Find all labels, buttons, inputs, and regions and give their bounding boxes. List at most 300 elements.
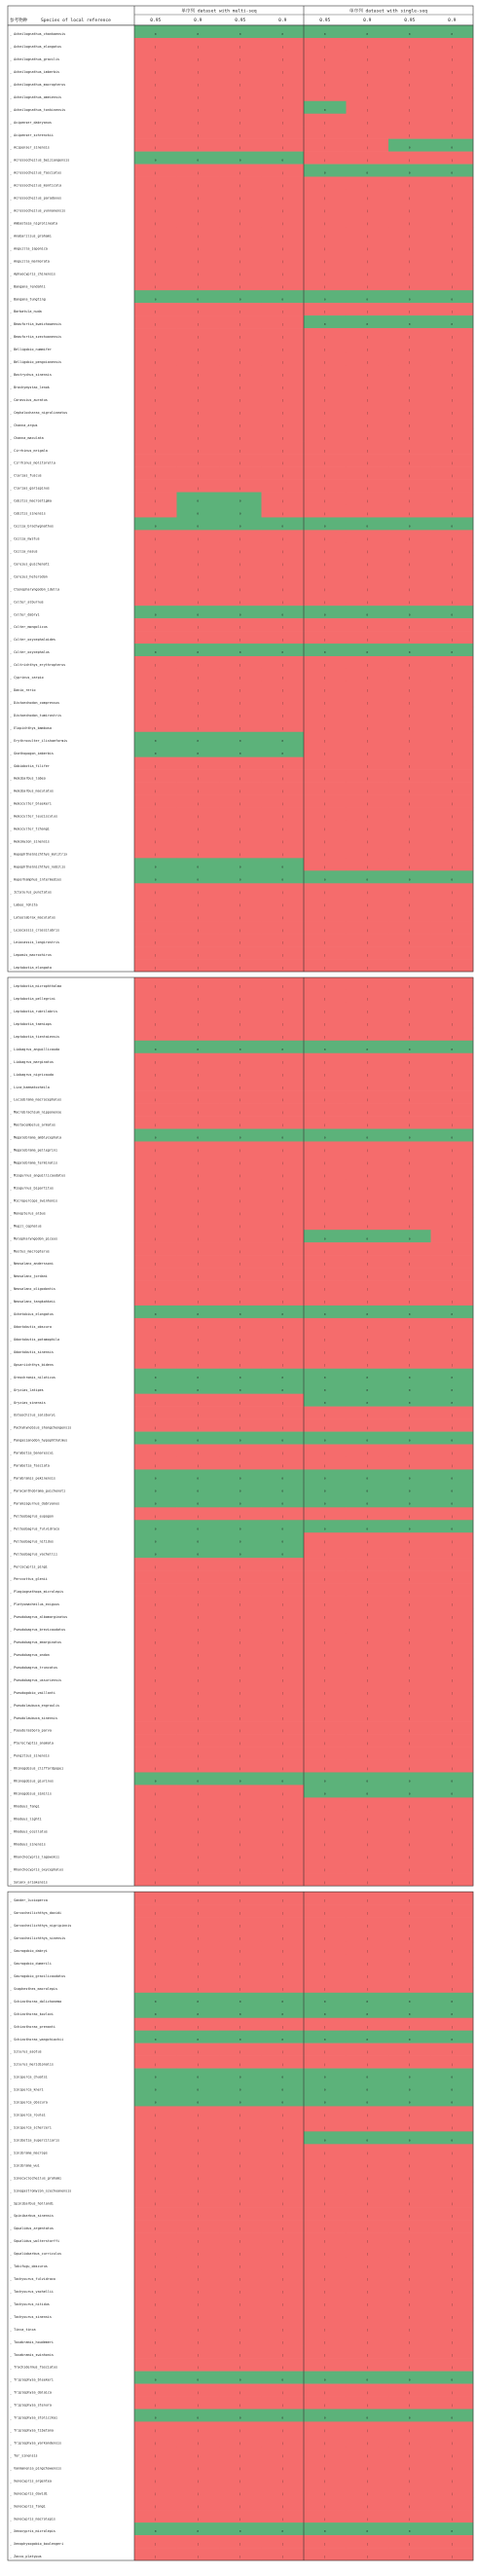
- table-row: [8, 1993, 473, 2006]
- cell-marker: |: [154, 549, 157, 554]
- row-label: _ Gnathopogon_imberbis: [10, 751, 54, 755]
- row-label: _ Rhodeus_lighti: [10, 1817, 42, 1822]
- cell-marker: |: [238, 2555, 241, 2559]
- cell-marker: |: [323, 259, 326, 264]
- cell-marker: 0: [451, 1375, 454, 1380]
- cell-marker: |: [154, 2466, 157, 2471]
- table-row: [8, 1494, 473, 1507]
- cell-marker: |: [366, 2024, 369, 2029]
- cell-marker: |: [281, 1628, 284, 1633]
- cell-marker: |: [197, 953, 200, 958]
- cell-marker: |: [281, 997, 284, 1002]
- cell-marker: |: [323, 2428, 326, 2433]
- cell-marker: |: [238, 663, 241, 668]
- cell-marker: |: [281, 1804, 284, 1809]
- cell-marker: |: [197, 183, 200, 188]
- cell-marker: 0: [154, 877, 157, 882]
- cell-marker: |: [154, 953, 157, 958]
- cell-marker: |: [408, 360, 411, 365]
- cell-marker: |: [366, 1110, 369, 1115]
- row-label: _ Neosalanx_oligodontis: [10, 1287, 55, 1292]
- row-label: _ Cobitis_macrostigma: [10, 498, 52, 503]
- cell-marker: |: [238, 2214, 241, 2219]
- table-row: [8, 265, 473, 277]
- row-label: _ Cobitis_sinensis: [10, 511, 46, 516]
- cell-marker: |: [154, 385, 157, 389]
- table-row: [8, 1570, 473, 1583]
- cell-marker: 0: [197, 1387, 200, 1392]
- cell-marker: 0: [451, 2415, 454, 2420]
- cell-marker: |: [197, 82, 200, 87]
- cell-marker: |: [197, 725, 200, 730]
- row-label: _ Oryzias_latipes: [10, 1387, 44, 1392]
- cell-marker: |: [366, 1021, 369, 1026]
- cell-marker: |: [154, 1110, 157, 1115]
- cell-marker: 0: [154, 1501, 157, 1506]
- cell-marker: |: [197, 2466, 200, 2471]
- cell-marker: |: [154, 1249, 157, 1254]
- cell-marker: |: [366, 1640, 369, 1645]
- row-label: _ Carassius_auratus: [10, 397, 48, 402]
- table-row: [8, 1621, 473, 1634]
- row-label: _ Macrobrachium_nipponense: [10, 1110, 62, 1115]
- cell-marker: |: [323, 221, 326, 226]
- cell-marker: |: [238, 1400, 241, 1405]
- table-row: [8, 1608, 473, 1621]
- row-label: _ Plagiognathops_microlepis: [10, 1590, 64, 1595]
- cell-marker: |: [408, 120, 411, 125]
- cell-marker: |: [281, 1085, 284, 1089]
- cell-marker: |: [281, 1362, 284, 1367]
- cell-marker: |: [197, 2390, 200, 2395]
- cell-marker: |: [366, 600, 369, 605]
- cell-marker: |: [408, 2479, 411, 2484]
- cell-marker: |: [323, 1728, 326, 1733]
- table-row: [8, 908, 473, 921]
- cell-marker: |: [451, 1539, 454, 1544]
- cell-marker: |: [366, 2517, 369, 2521]
- cell-marker: |: [197, 600, 200, 605]
- cell-marker: 0: [154, 1387, 157, 1392]
- cell-marker: |: [238, 1425, 241, 1430]
- cell-marker: |: [408, 600, 411, 605]
- row-label: _ Tor_sinensis: [10, 2453, 38, 2458]
- cell-marker: |: [408, 966, 411, 971]
- cell-marker: |: [451, 460, 454, 465]
- row-label: _ Pelteobagrus_nitidus: [10, 1539, 54, 1544]
- cell-marker: |: [408, 335, 411, 340]
- cell-marker: |: [154, 1211, 157, 1216]
- cell-marker: |: [366, 2352, 369, 2357]
- row-label: _ Paracanthobrama_guichenoti: [10, 1489, 66, 1493]
- cell-marker: |: [281, 511, 284, 516]
- row-label: _ Hemimyzon_sinensis: [10, 839, 50, 844]
- cell-marker: |: [281, 1677, 284, 1682]
- cell-marker: |: [408, 1962, 411, 1967]
- table-row: [8, 2434, 473, 2447]
- table-row: [8, 1432, 473, 1445]
- row-label: _ Ochetobius_elongatus: [10, 1312, 54, 1317]
- cell-marker: |: [408, 839, 411, 844]
- table-row: [8, 2144, 473, 2156]
- cell-marker: |: [281, 1753, 284, 1758]
- cell-marker: |: [238, 1615, 241, 1620]
- cell-marker: |: [451, 1337, 454, 1342]
- cell-marker: |: [154, 600, 157, 605]
- cell-marker: |: [238, 2201, 241, 2206]
- cell-marker: 0: [281, 2377, 284, 2382]
- cell-marker: |: [154, 2491, 157, 2496]
- cell-marker: |: [451, 45, 454, 50]
- cell-marker: |: [238, 1034, 241, 1039]
- row-label: _ Beaufortia_kweichowensis: [10, 322, 62, 327]
- cell-marker: 0: [366, 2087, 369, 2092]
- cell-marker: |: [281, 1274, 284, 1279]
- cell-marker: |: [408, 2189, 411, 2193]
- cell-marker: |: [238, 1842, 241, 1847]
- table-row: [8, 1179, 473, 1192]
- row-label: _ Squalidus_wolterstorffi: [10, 2239, 60, 2244]
- row-label: _ Ictalurus_punctatus: [10, 890, 52, 895]
- cell-marker: |: [197, 1924, 200, 1929]
- table-row: [8, 139, 473, 152]
- cell-marker: |: [366, 498, 369, 503]
- row-label: _ Triplophysa_stenura: [10, 2403, 52, 2408]
- cell-marker: |: [366, 2239, 369, 2244]
- cell-marker: |: [281, 940, 284, 945]
- cell-marker: |: [197, 410, 200, 415]
- cell-marker: |: [323, 1110, 326, 1115]
- cell-marker: |: [366, 1936, 369, 1941]
- cell-marker: |: [197, 536, 200, 541]
- cell-marker: |: [366, 587, 369, 592]
- cell-marker: |: [323, 2062, 326, 2067]
- cell-marker: |: [154, 1804, 157, 1809]
- cell-marker: |: [281, 145, 284, 150]
- cell-marker: 0: [366, 1489, 369, 1493]
- cell-marker: |: [197, 984, 200, 989]
- cell-marker: |: [238, 1451, 241, 1455]
- cell-marker: 0: [366, 612, 369, 617]
- cell-marker: 0: [323, 107, 326, 112]
- cell-marker: |: [281, 801, 284, 806]
- cell-marker: |: [323, 1451, 326, 1455]
- cell-marker: |: [366, 953, 369, 958]
- cell-marker: |: [323, 1122, 326, 1127]
- cell-marker: 0: [154, 2087, 157, 2092]
- cell-marker: |: [366, 272, 369, 276]
- cell-marker: |: [197, 120, 200, 125]
- cell-marker: |: [197, 2113, 200, 2117]
- cell-marker: 0: [238, 2011, 241, 2016]
- table-row: [8, 1532, 473, 1545]
- cell-marker: |: [238, 2466, 241, 2471]
- cell-marker: |: [451, 625, 454, 630]
- cell-marker: |: [154, 1842, 157, 1847]
- cell-marker: |: [197, 1349, 200, 1354]
- cell-marker: 0: [323, 297, 326, 302]
- cell-marker: |: [154, 625, 157, 630]
- cell-marker: |: [451, 234, 454, 239]
- row-label: _ Mugil_cephalus: [10, 1224, 42, 1229]
- cell-marker: |: [238, 221, 241, 226]
- cell-marker: |: [197, 1753, 200, 1758]
- cell-marker: |: [197, 208, 200, 213]
- cell-marker: 0: [451, 1791, 454, 1796]
- cell-marker: |: [238, 1287, 241, 1292]
- cell-marker: |: [366, 562, 369, 567]
- row-label: _ Schizothorax_dolichonema: [10, 1999, 62, 2004]
- cell-marker: |: [154, 397, 157, 402]
- table-row: [8, 1104, 473, 1117]
- cell-marker: |: [366, 373, 369, 378]
- cell-marker: 0: [154, 1999, 157, 2004]
- cell-marker: |: [366, 763, 369, 768]
- cell-marker: |: [154, 2024, 157, 2029]
- table-row: [8, 2372, 473, 2384]
- cell-marker: |: [281, 2542, 284, 2547]
- cell-marker: |: [154, 1973, 157, 1978]
- cell-marker: |: [451, 1110, 454, 1115]
- table-row: [8, 1482, 473, 1494]
- cell-marker: |: [366, 120, 369, 125]
- cell-marker: |: [197, 688, 200, 693]
- row-label: _ Bangana_rendahli: [10, 284, 46, 289]
- row-label: _ Channa_argus: [10, 423, 38, 427]
- table-row: [8, 2522, 473, 2535]
- cell-marker: |: [154, 1602, 157, 1607]
- cell-marker: |: [366, 448, 369, 453]
- cell-marker: |: [323, 751, 326, 755]
- cell-marker: |: [451, 511, 454, 516]
- cell-marker: |: [154, 1072, 157, 1077]
- cell-marker: 0: [238, 1438, 241, 1443]
- cell-marker: 0: [154, 650, 157, 655]
- cell-marker: |: [366, 1224, 369, 1229]
- cell-marker: |: [197, 1186, 200, 1191]
- cell-marker: |: [323, 335, 326, 340]
- cell-marker: |: [238, 827, 241, 831]
- cell-marker: |: [154, 460, 157, 465]
- cell-marker: 0: [238, 2037, 241, 2042]
- row-label: _ Rhynchocypris_oxycephalus: [10, 1867, 64, 1872]
- cell-marker: |: [451, 801, 454, 806]
- table-row: [8, 959, 473, 972]
- cell-marker: |: [281, 448, 284, 453]
- cell-marker: |: [451, 1148, 454, 1153]
- cell-marker: |: [154, 2314, 157, 2319]
- cell-marker: |: [366, 1451, 369, 1455]
- cell-marker: |: [366, 713, 369, 718]
- cell-marker: |: [408, 272, 411, 276]
- cell-marker: |: [408, 562, 411, 567]
- cell-marker: |: [366, 1148, 369, 1153]
- cell-marker: 0: [451, 1387, 454, 1392]
- cell-marker: |: [366, 310, 369, 314]
- table-row: [8, 795, 473, 808]
- cell-marker: 0: [154, 32, 157, 37]
- cell-marker: |: [323, 1880, 326, 1885]
- cell-marker: |: [154, 2151, 157, 2155]
- cell-marker: 0: [238, 2415, 241, 2420]
- cell-marker: |: [197, 2277, 200, 2282]
- cell-marker: |: [238, 1110, 241, 1115]
- cell-marker: |: [323, 1072, 326, 1077]
- cell-marker: |: [451, 2555, 454, 2559]
- cell-marker: 0: [197, 2529, 200, 2534]
- cell-marker: |: [281, 1715, 284, 1720]
- cell-marker: 0: [408, 2087, 411, 2092]
- cell-marker: |: [366, 2542, 369, 2547]
- cell-marker: |: [281, 2555, 284, 2559]
- cell-marker: |: [281, 928, 284, 933]
- cell-marker: |: [451, 1262, 454, 1267]
- cell-marker: |: [366, 2289, 369, 2294]
- cell-marker: |: [408, 536, 411, 541]
- cell-marker: |: [197, 839, 200, 844]
- cell-marker: |: [238, 2176, 241, 2181]
- cell-marker: |: [197, 890, 200, 895]
- cell-marker: 0: [366, 1236, 369, 1241]
- row-label: _ Anabarilius_grahami: [10, 234, 52, 239]
- table-row: [8, 883, 473, 896]
- cell-marker: |: [408, 2555, 411, 2559]
- cell-marker: |: [451, 688, 454, 693]
- cell-marker: |: [408, 2214, 411, 2219]
- cell-marker: |: [323, 725, 326, 730]
- cell-marker: |: [154, 915, 157, 920]
- cell-marker: |: [408, 928, 411, 933]
- cell-marker: |: [238, 373, 241, 378]
- cell-marker: |: [408, 587, 411, 592]
- cell-marker: |: [238, 410, 241, 415]
- table-row: [8, 1735, 473, 1748]
- cell-marker: |: [451, 789, 454, 793]
- cell-marker: |: [323, 2339, 326, 2344]
- cell-marker: |: [451, 738, 454, 743]
- cell-marker: 0: [238, 158, 241, 163]
- table-row: [8, 152, 473, 165]
- cell-marker: |: [451, 2542, 454, 2547]
- cell-marker: 0: [408, 1236, 411, 1241]
- cell-marker: |: [281, 348, 284, 352]
- cell-marker: 0: [366, 2037, 369, 2042]
- cell-marker: |: [451, 2239, 454, 2244]
- table-row: [8, 2081, 473, 2094]
- table-row: [8, 290, 473, 303]
- cell-marker: |: [366, 2277, 369, 2282]
- cell-marker: |: [281, 498, 284, 503]
- cell-marker: |: [281, 1148, 284, 1153]
- cell-marker: |: [281, 1817, 284, 1822]
- table-row: [8, 1445, 473, 1457]
- cell-marker: 0: [408, 1400, 411, 1405]
- cell-marker: |: [238, 1949, 241, 1954]
- cell-marker: |: [197, 1451, 200, 1455]
- table-row: [8, 580, 473, 593]
- table-row: [8, 2484, 473, 2497]
- table-row: [8, 707, 473, 719]
- cell-marker: |: [366, 360, 369, 365]
- cell-marker: |: [451, 2125, 454, 2130]
- cell-marker: |: [323, 1936, 326, 1941]
- cell-marker: |: [323, 2289, 326, 2294]
- cell-marker: |: [281, 1173, 284, 1178]
- cell-marker: |: [323, 1262, 326, 1267]
- table-row: [8, 328, 473, 341]
- cell-marker: |: [366, 789, 369, 793]
- cell-marker: |: [451, 1349, 454, 1354]
- cell-marker: |: [197, 2504, 200, 2509]
- cell-marker: |: [451, 284, 454, 289]
- cell-marker: |: [281, 814, 284, 819]
- cell-marker: |: [451, 69, 454, 74]
- table-row: [8, 1697, 473, 1710]
- cell-marker: |: [197, 1325, 200, 1330]
- row-label: _ Rhinogobius_giurinus: [10, 1779, 54, 1784]
- cell-marker: |: [408, 1010, 411, 1014]
- cell-marker: |: [451, 2441, 454, 2446]
- cell-marker: |: [408, 953, 411, 958]
- cell-marker: |: [323, 1842, 326, 1847]
- cell-marker: |: [408, 158, 411, 163]
- cell-marker: |: [197, 625, 200, 630]
- cell-marker: |: [408, 1034, 411, 1039]
- cell-marker: |: [281, 2504, 284, 2509]
- cell-marker: |: [323, 1855, 326, 1859]
- cell-marker: |: [281, 1602, 284, 1607]
- table-row: [8, 1955, 473, 1968]
- cell-marker: |: [238, 1898, 241, 1903]
- table-row: [8, 808, 473, 821]
- cell-marker: 0: [238, 2087, 241, 2092]
- row-label: _ Sarcocheilichthys_sinensis: [10, 1936, 66, 1941]
- cell-marker: |: [451, 663, 454, 668]
- cell-marker: 0: [408, 2138, 411, 2143]
- cell-marker: |: [408, 1085, 411, 1089]
- cell-marker: |: [366, 536, 369, 541]
- cell-marker: |: [366, 1715, 369, 1720]
- cell-marker: |: [154, 2301, 157, 2306]
- cell-marker: |: [281, 1590, 284, 1595]
- cell-marker: |: [366, 2504, 369, 2509]
- cell-marker: 0: [154, 1438, 157, 1443]
- cell-marker: |: [366, 2403, 369, 2408]
- cell-marker: |: [197, 170, 200, 175]
- cell-marker: |: [451, 1122, 454, 1127]
- cell-marker: 0: [408, 1527, 411, 1531]
- cell-marker: |: [408, 1715, 411, 1720]
- cell-marker: |: [281, 2277, 284, 2282]
- cell-marker: |: [366, 738, 369, 743]
- cell-marker: 0: [366, 524, 369, 529]
- cell-marker: |: [323, 2517, 326, 2521]
- table-row: [8, 1204, 473, 1217]
- cell-marker: |: [366, 1274, 369, 1279]
- cell-marker: |: [366, 1085, 369, 1089]
- cell-marker: |: [197, 1198, 200, 1203]
- cell-marker: |: [451, 1186, 454, 1191]
- cell-marker: |: [408, 902, 411, 907]
- table-row: [8, 2258, 473, 2270]
- row-label: _ Sinibrama_wui: [10, 2163, 40, 2168]
- cell-marker: 0: [154, 2377, 157, 2382]
- cell-marker: |: [366, 1097, 369, 1102]
- cell-marker: |: [323, 1173, 326, 1178]
- row-label: _ Sinocyclocheilus_grahami: [10, 2176, 62, 2181]
- cell-marker: |: [281, 638, 284, 643]
- cell-marker: |: [366, 2314, 369, 2319]
